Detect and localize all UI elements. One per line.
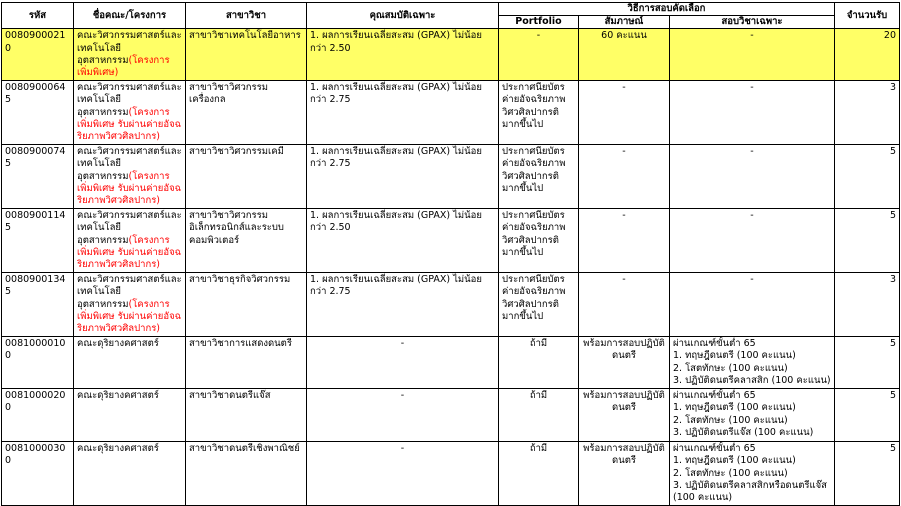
cell-qualification: - [307, 389, 499, 442]
faculty-name: คณะดุริยางคศาสตร์ [77, 443, 159, 455]
table-row [2, 389, 900, 442]
cell-seats: 20 [835, 29, 900, 81]
exam-line: 3. ปฏิบัติดนตรีคลาสสิก (100 คะแนน) [673, 374, 831, 386]
cell-major: สาขาวิชาดนตรีแจ๊ส [186, 389, 307, 442]
cell-interview: - [579, 81, 670, 145]
cell-seats: 5 [835, 389, 900, 442]
cell-portfolio: ถ้ามี [499, 442, 579, 506]
cell-specific-exam: - [670, 209, 835, 273]
header-qualification: คุณสมบัติเฉพาะ [307, 3, 499, 29]
exam-line: ผ่านเกณฑ์ขั้นต่ำ 65 [673, 390, 756, 402]
table-row [2, 209, 900, 273]
exam-line: ผ่านเกณฑ์ขั้นต่ำ 65 [673, 443, 756, 455]
header-interview: สัมภาษณ์ [579, 16, 670, 29]
exam-line: ผ่านเกณฑ์ขั้นต่ำ 65 [673, 338, 756, 350]
cell-qualification: 1. ผลการเรียนเฉลี่ยสะสม (GPAX) ไม่น้อยกว่า 2.75 [307, 81, 499, 145]
cell-specific-exam: - [670, 81, 835, 145]
cell-code: 00810000300 [2, 442, 74, 506]
admission-table [1, 2, 900, 506]
faculty-name: คณะวิศวกรรมศาสตร์และเทคโนโลยีอุตสาหกรรม [77, 210, 182, 246]
cell-qualification: 1. ผลการเรียนเฉลี่ยสะสม (GPAX) ไม่น้อยกว่า 2.75 [307, 273, 499, 337]
table-row [2, 337, 900, 389]
cell-seats: 3 [835, 81, 900, 145]
cell-faculty [74, 145, 186, 209]
faculty-name: คณะวิศวกรรมศาสตร์และเทคโนโลยีอุตสาหกรรม [77, 274, 182, 310]
cell-portfolio: ถ้ามี [499, 337, 579, 389]
exam-line: 2. โสตทักษะ (100 คะแนน) [673, 362, 788, 374]
cell-specific-exam: - [670, 29, 835, 81]
cell-interview: - [579, 145, 670, 209]
header-seats: จำนวนรับ [835, 3, 900, 29]
cell-qualification: 1. ผลการเรียนเฉลี่ยสะสม (GPAX) ไม่น้อยกว่า 2.50 [307, 209, 499, 273]
faculty-note: (โครงการเพิ่มพิเศษ รับผ่านค่ายอัจฉริยภาพวิศวศิลปากร) [77, 170, 182, 207]
faculty-name: คณะดุริยางคศาสตร์ [77, 338, 159, 350]
table-row [2, 273, 900, 337]
cell-qualification: - [307, 337, 499, 389]
cell-specific-exam [670, 389, 835, 442]
cell-code: 00810000100 [2, 337, 74, 389]
cell-code: 00809001145 [2, 209, 74, 273]
cell-faculty [74, 273, 186, 337]
cell-interview: พร้อมการสอบปฏิบัติดนตรี [579, 337, 670, 389]
cell-portfolio: ประกาศนียบัตรค่ายอัจฉริยภาพวิศวศิลปากรติมากขึ้นไป [499, 81, 579, 145]
cell-faculty [74, 29, 186, 81]
exam-line: 3. ปฏิบัติดนตรีแจ๊ส (100 คะแนน) [673, 426, 814, 438]
header-portfolio: Portfolio [499, 16, 579, 29]
cell-seats: 5 [835, 337, 900, 389]
cell-specific-exam: - [670, 145, 835, 209]
table-body [2, 29, 900, 506]
cell-interview: พร้อมการสอบปฏิบัติดนตรี [579, 442, 670, 506]
cell-seats: 5 [835, 145, 900, 209]
cell-interview: - [579, 209, 670, 273]
cell-seats: 5 [835, 209, 900, 273]
cell-portfolio: ประกาศนียบัตรค่ายอัจฉริยภาพวิศวศิลปากรติมากขึ้นไป [499, 273, 579, 337]
cell-qualification: 1. ผลการเรียนเฉลี่ยสะสม (GPAX) ไม่น้อยกว่า 2.75 [307, 145, 499, 209]
faculty-name: คณะดุริยางคศาสตร์ [77, 390, 159, 402]
exam-line: 3. ปฏิบัติดนตรีคลาสสิกหรือดนตรีแจ๊ส (100 คะแนน) [673, 479, 827, 503]
faculty-name: คณะวิศวกรรมศาสตร์และเทคโนโลยีอุตสาหกรรม [77, 82, 182, 118]
cell-faculty [74, 337, 186, 389]
table-row [2, 442, 900, 506]
cell-faculty [74, 442, 186, 506]
cell-qualification: 1. ผลการเรียนเฉลี่ยสะสม (GPAX) ไม่น้อยกว่า 2.50 [307, 29, 499, 81]
cell-code: 00809000745 [2, 145, 74, 209]
cell-interview: - [579, 273, 670, 337]
cell-major: สาขาวิชาวิศวกรรมเครื่องกล [186, 81, 307, 145]
cell-major: สาขาวิชาวิศวกรรมอิเล็กทรอนิกส์และระบบคอมพิวเตอร์ [186, 209, 307, 273]
cell-portfolio: ประกาศนียบัตรค่ายอัจฉริยภาพวิศวศิลปากรติมากขึ้นไป [499, 209, 579, 273]
cell-specific-exam [670, 442, 835, 506]
table-row [2, 81, 900, 145]
faculty-note: (โครงการเพิ่มพิเศษ รับผ่านค่ายอัจฉริยภาพวิศวศิลปากร) [77, 234, 182, 271]
cell-seats: 5 [835, 442, 900, 506]
faculty-name: คณะวิศวกรรมศาสตร์และเทคโนโลยีอุตสาหกรรม [77, 146, 182, 182]
table-row [2, 29, 900, 81]
header-faculty: ชื่อคณะ/โครงการ [74, 3, 186, 29]
cell-interview: 60 คะแนน [579, 29, 670, 81]
exam-line: 1. ทฤษฎีดนตรี (100 คะแนน) [673, 402, 796, 414]
cell-major: สาขาวิชาเทคโนโลยีอาหาร [186, 29, 307, 81]
exam-line: 1. ทฤษฎีดนตรี (100 คะแนน) [673, 350, 796, 362]
cell-major: สาขาวิชาดนตรีเชิงพาณิชย์ [186, 442, 307, 506]
cell-code: 00809000210 [2, 29, 74, 81]
faculty-note: (โครงการเพิ่มพิเศษ รับผ่านค่ายอัจฉริยภาพวิศวศิลปากร) [77, 298, 182, 335]
cell-specific-exam: - [670, 273, 835, 337]
header-selection: วิธีการสอบคัดเลือก [499, 3, 835, 16]
cell-major: สาขาวิชาวิศวกรรมเคมี [186, 145, 307, 209]
cell-seats: 3 [835, 273, 900, 337]
header-code: รหัส [2, 3, 74, 29]
cell-portfolio: ประกาศนียบัตรค่ายอัจฉริยภาพวิศวศิลปากรติมากขึ้นไป [499, 145, 579, 209]
table-row [2, 145, 900, 209]
cell-code: 00809001345 [2, 273, 74, 337]
cell-portfolio: - [499, 29, 579, 81]
faculty-name: คณะวิศวกรรมศาสตร์และเทคโนโลยีอุตสาหกรรม [77, 30, 182, 66]
cell-major: สาขาวิชาการแสดงดนตรี [186, 337, 307, 389]
header-specific-exam: สอบวิชาเฉพาะ [670, 16, 835, 29]
cell-faculty [74, 209, 186, 273]
cell-major: สาขาวิชาธุรกิจวิศวกรรม [186, 273, 307, 337]
exam-line: 1. ทฤษฎีดนตรี (100 คะแนน) [673, 455, 796, 467]
cell-portfolio: ถ้ามี [499, 389, 579, 442]
exam-line: 2. โสตทักษะ (100 คะแนน) [673, 414, 788, 426]
cell-interview: พร้อมการสอบปฏิบัติดนตรี [579, 389, 670, 442]
cell-faculty [74, 81, 186, 145]
cell-code: 00810000200 [2, 389, 74, 442]
header-major: สาขาวิชา [186, 3, 307, 29]
cell-specific-exam [670, 337, 835, 389]
cell-qualification: - [307, 442, 499, 506]
cell-faculty [74, 389, 186, 442]
faculty-note: (โครงการเพิ่มพิเศษ) [77, 54, 170, 79]
faculty-note: (โครงการเพิ่มพิเศษ รับผ่านค่ายอัจฉริยภาพวิศวศิลปากร) [77, 106, 182, 143]
exam-line: 2. โสตทักษะ (100 คะแนน) [673, 467, 788, 479]
cell-code: 00809000645 [2, 81, 74, 145]
